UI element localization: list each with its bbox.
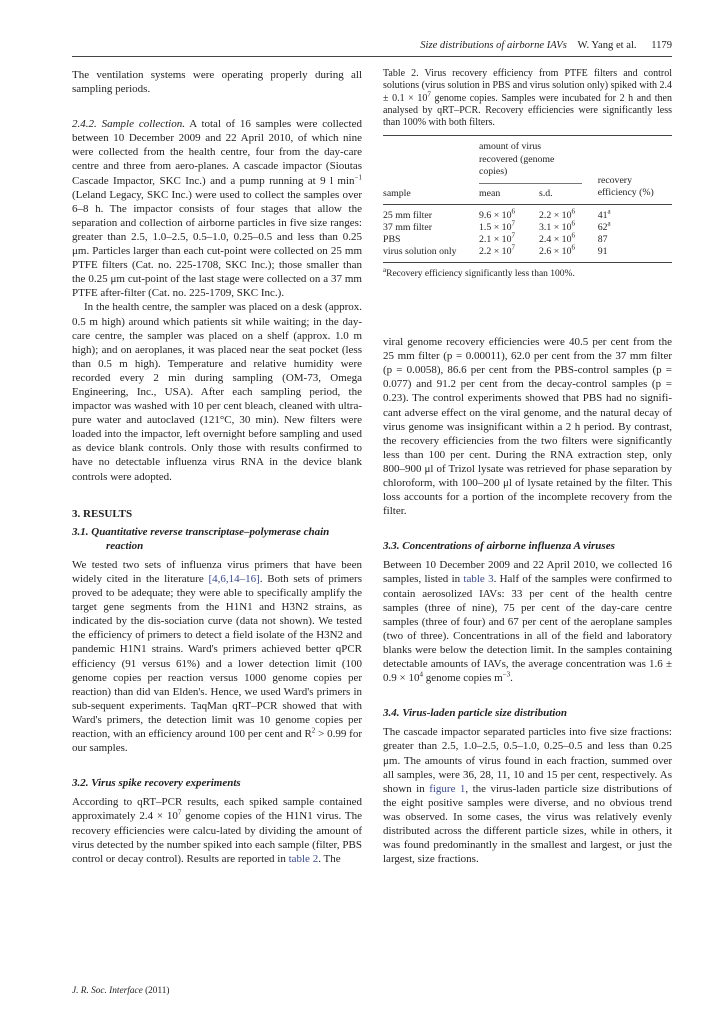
running-authors: W. Yang et al. <box>577 40 637 51</box>
left-column <box>72 68 362 866</box>
table-2 <box>383 135 672 263</box>
section-3-3-paragraph: Between 10 December 2009 and 22 April 2010, we collected 16 samples, listed in table 3. Half of the samples were confirmed to contain aerosolized IAVs: 33 per cent of the health centre samples (three of nine), 75 per cent of the day-care centre samples (three of four) and 67 per cent of the aeroplane samples (two of three). Concentrations in all of the field and laboratory blanks were below the detection limit. In the samples containing detectable amounts of IAVs, the average concentration was $1.6 \pm 0.9 \times 10^4$ genome copies $m^{-3}$. <box>383 559 672 685</box>
page-number: 1179 <box>651 40 672 51</box>
running-title: Size distributions of airborne IAVs <box>420 40 567 51</box>
col-header-sample: sample <box>383 187 411 199</box>
section-3-1-paragraph: We tested two sets of influenza virus primers that have been widely cited in the literature [4,6,14–16]. Both sets of primers proved to be adequate; they were able to specifically amplify the target gene segments from the H1N1 and H3N2 strains, as indicated by the dis-sociation curve (data not shown). We tested the efficiency of primers to detect a field isolate of the H3N2 and pandemic H1N1 strains. Ward's primers achieved better qPCR efficiency (91 versus 61%) and a lower detection limit (100 genome copies per reaction versus 1000 genome copies per reaction) than did van Elden's. Hence, we used Ward's primers in sub-sequent experiments. TaqMan qRT–PCR showed that with Ward's primers, the detection limit was 10 genome copies per reaction, with an efficiency around 100 per cent and $R^2 > 0.99$ for our samples. <box>72 558 363 755</box>
col-header-efficiency: recovery efficiency (%) <box>597 174 654 199</box>
running-head <box>72 38 672 57</box>
table-group-header: amount of virus recovered (genome copies) <box>479 136 582 184</box>
journal-footer <box>72 986 170 996</box>
recovery-continuation-paragraph: viral genome recovery efficiencies were 40.5 per cent from the 25 mm filter (p = 0.00011), 62.0 per cent from the 37 mm filter (p = 0.0058), 86.6 per cent from the PBS-control samples (p = 0.077) and 91.2 per cent from the decay-control samples (p = 0.23). The control experiments showed that PBS had no signifi-cant adverse effect on the viral genome, and the natural decay of virus genome was insignificant within a 2 h period. By contrast, the recovery efficiencies from the two filters were significantly less than 100 per cent. During the RNA extraction step, only 800–900 μl of Trizol lysate was retrieved for phase separation by chloroform, with 100–200 μl of lysate retained by the filter. This loss accounts for a portion of the incomplete recovery from the filter. <box>383 336 672 518</box>
section-3-2-paragraph: According to qRT–PCR results, each spiked sample contained approximately $2.4 \times 10^7$ genome copies of the H1N1 virus. The recovery efficiencies were calcu-lated by dividing the amount of virus detected by the number spiked into each sample (filter, PBS control or decay control). Results are reported in table 2. The <box>72 796 362 865</box>
col-header-sd: s.d. <box>539 187 553 199</box>
table-footnote: $^a$Recovery efficiency significantly less than 100%. <box>383 265 575 279</box>
table-row: 37 mm filter $1.5 \times 10^7$ $3.1 \times 10^6$ 62$^a$ <box>383 219 611 233</box>
journal-name: J. R. Soc. Interface <box>72 986 143 996</box>
table-2-link[interactable]: table 2 <box>288 852 319 865</box>
section-3-1-heading: 3.1. Quantitative reverse transcriptase–polymerase chain reaction <box>72 525 330 552</box>
journal-year: (2011) <box>145 986 170 996</box>
section-3-3-heading: 3.3. Concentrations of airborne influenza A viruses <box>383 540 615 553</box>
table-row: 25 mm filter $9.6 \times 10^6$ $2.2 \times 10^6$ 41$^a$ <box>383 207 611 221</box>
right-column <box>383 68 672 866</box>
table-row: virus solution only $2.2 \times 10^7$ $2.6 \times 10^6$ 91 <box>383 246 672 263</box>
sampler-placement-paragraph: In the health centre, the sampler was placed on a desk (approx. 0.5 m high) around which patients sit while waiting; in the day-care centre, the sampler was placed on a shelf (approx. 1.0 m high); and on aeroplanes, it was placed near the seat pocket (less than 0.5 m high). Temperature and relative humidity were recorded every 2 min during sampling (OM-73, Omega Engineering, Inc., USA). After each sampling period, the impactor was washed with 10 per cent bleach, cleaned with ultra-pure water and autoclaved (121°C, 30 min). New filters were loaded into the impactor, left overnight before sampling and used as device blank controls. Only those with results confirmed to have no detectable influenza virus RNA in the device blank controls were adopted. <box>72 301 362 483</box>
sample-collection-paragraph: 2.4.2. Sample collection. A total of 16 samples were collected between 10 December 2009 and 22 April 2010, of which nine were collected from the health centre, four from the day-care centre and three from aero-planes. A cascade impactor (Sioutas Cascade Impactor, SKC Inc.) and a pump running at 9 l $\min^{-1}$ (Leland Legacy, SKC Inc.) were used to collect the samples over 6–8 h. The impactor consists of four stages that allow the separation and collection of airborne particles in five size ranges: greater than 2.5, 1.0–2.5, 0.5–1.0, 0.25–0.5 and less than 0.25 μm. Particles larger than each cut-point were collected on 25 mm PTFE filters (Cat. no. 225-1708, SKC Inc.); those smaller than the 0.25 μm cut-point of the last stage were collected on a 37 mm PTFE after-filter (Cat. no. 225-1709, SKC Inc.). <box>72 118 362 300</box>
section-3-2-heading: 3.2. Virus spike recovery experiments <box>72 777 241 790</box>
sample-collection-subhead: 2.4.2. Sample collection. <box>72 118 185 131</box>
intro-paragraph: The ventilation systems were operating properly during all sampling periods. <box>72 69 362 96</box>
table-row: PBS $2.1 \times 10^7$ $2.4 \times 10^6$ 87 <box>383 231 608 245</box>
results-section-heading: 3. RESULTS <box>72 507 133 520</box>
col-header-mean: mean <box>479 187 501 199</box>
section-3-4-paragraph: The cascade impactor separated particles into five size fractions: greater than 2.5, 1.0–2.5, 0.5–1.0, 0.25–0.5 and less than 0.25 μm. The amounts of virus found in each fraction, summed over all samples, were 36, 28, 11, 10 and 15 per cent, respectively. As shown in figure 1, the virus-laden particle size distributions of the eight positive samples were diverse, and no obvious trend was observed. In some cases, the virus was relatively evenly distributed across the different particle sizes, while in others, it was found predominantly in the smallest and largest, or just the largest, size fractions. <box>383 726 673 866</box>
citation-link[interactable]: [4,6,14–16] <box>208 573 260 585</box>
figure-1-link[interactable]: figure 1 <box>429 782 466 795</box>
section-3-4-heading: 3.4. Virus-laden particle size distribution <box>383 707 567 720</box>
table-3-link[interactable]: table 3 <box>463 573 494 586</box>
table-2-caption: Table 2. Virus recovery efficiency from PTFE filters and control solutions (virus solution in PBS and virus solution only) spiked with $2.4 \pm 0.1 \times 10^7$ genome copies. Samples were incubated for 2 h and then analysed by qRT–PCR. Recovery efficiencies were significantly less than 100% with both filters. <box>383 68 672 129</box>
